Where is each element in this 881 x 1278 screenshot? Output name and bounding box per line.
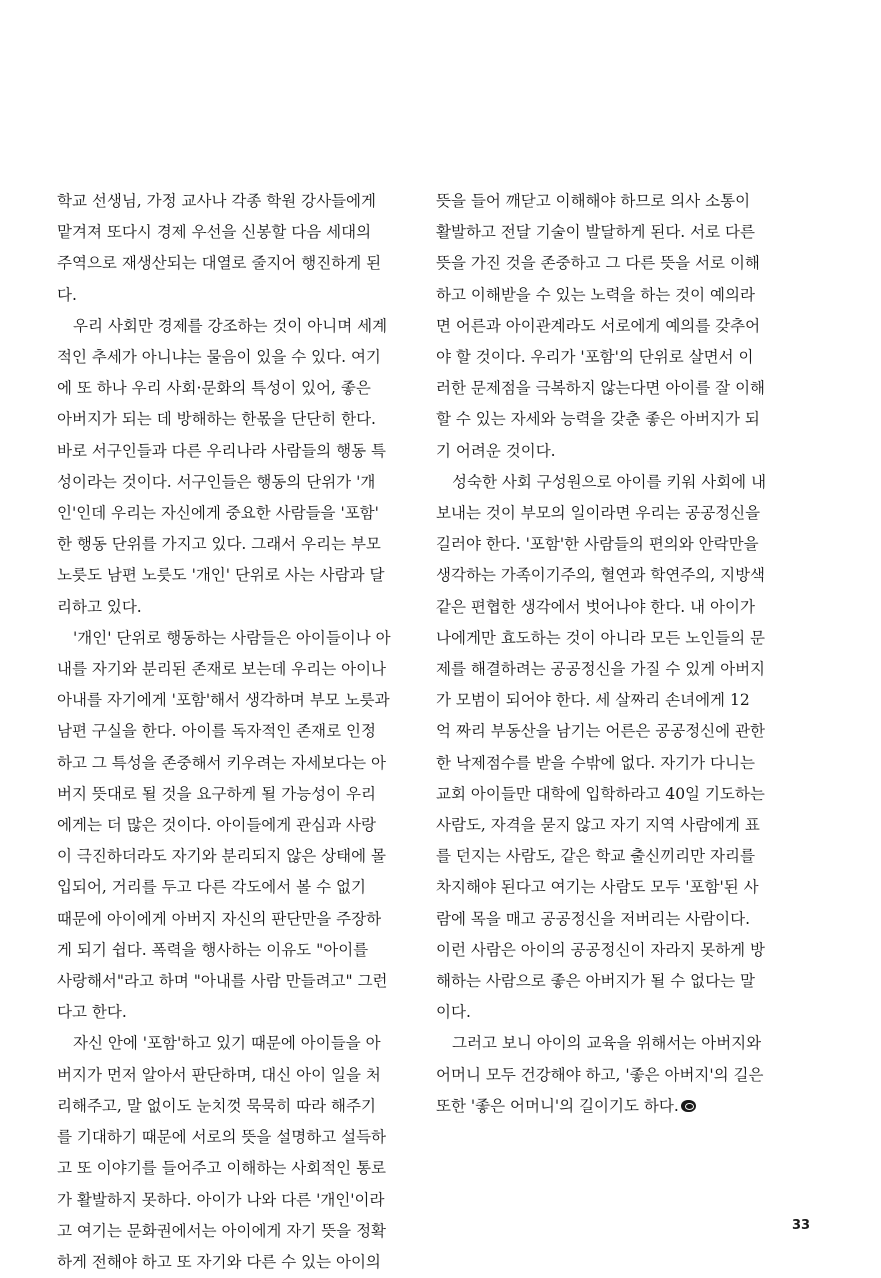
text-line: 내를 자기와 분리된 존재로 보는데 우리는 아이나 bbox=[57, 660, 387, 679]
text-line: 를 던지는 사람도, 같은 학교 출신끼리만 자리를 bbox=[436, 847, 755, 866]
text-line: 다고 한다. bbox=[57, 1003, 127, 1022]
article-end-icon bbox=[681, 1100, 696, 1112]
paragraph bbox=[57, 311, 415, 623]
page-number: 33 bbox=[792, 1218, 811, 1233]
text-line: 하게 전해야 하고 또 자기와 다른 수 있는 아이의 bbox=[57, 1252, 381, 1271]
text-line: 할 수 있는 자세와 능력을 갖춘 좋은 아버지가 되 bbox=[436, 410, 760, 429]
paragraph bbox=[436, 186, 794, 467]
paragraph bbox=[436, 467, 794, 1029]
final-line-text: 또한 '좋은 어머니'의 길이기도 하다. bbox=[436, 1096, 679, 1115]
text-line: 어머니 모두 건강해야 하고, '좋은 아버지'의 길은 bbox=[436, 1065, 764, 1084]
text-line: 야 할 것이다. 우리가 '포함'의 단위로 살면서 이 bbox=[436, 348, 754, 367]
paragraph bbox=[57, 623, 415, 1029]
paragraph bbox=[57, 186, 415, 311]
text-line: 를 기대하기 때문에 서로의 뜻을 설명하고 설득하 bbox=[57, 1128, 387, 1147]
text-line: 리하고 있다. bbox=[57, 597, 142, 616]
text-line: 가 활발하지 못하다. 아이가 나와 다른 '개인'이라 bbox=[57, 1190, 385, 1209]
text-line: 제를 해결하려는 공공정신을 가질 수 있게 아버지 bbox=[436, 660, 766, 679]
text-line: 입되어, 거리를 두고 다른 각도에서 볼 수 없기 bbox=[57, 878, 366, 897]
text-line: 맡겨져 또다시 경제 우선을 신봉할 다음 세대의 bbox=[57, 223, 372, 242]
text-line: 그러고 보니 아이의 교육을 위해서는 아버지와 bbox=[452, 1034, 762, 1053]
text-line: 길러야 한다. '포함'한 사람들의 편의와 안락만을 bbox=[436, 535, 759, 554]
text-line: 나에게만 효도하는 것이 아니라 모든 노인들의 문 bbox=[436, 628, 766, 647]
paragraph bbox=[436, 1028, 794, 1122]
text-line: 차지해야 된다고 여기는 사람도 모두 '포함'된 사 bbox=[436, 878, 759, 897]
text-line: 생각하는 가족이기주의, 혈연과 학연주의, 지방색 bbox=[436, 566, 766, 585]
text-line: 람에 목을 매고 공공정신을 저버리는 사람이다. bbox=[436, 909, 751, 928]
text-line: 활발하고 전달 기술이 발달하게 된다. 서로 다른 bbox=[436, 223, 755, 242]
text-line: 기 어려운 것이다. bbox=[436, 441, 556, 460]
text-line: 보내는 것이 부모의 일이라면 우리는 공공정신을 bbox=[436, 504, 761, 523]
text-line: 교회 아이들만 대학에 입학하라고 40일 기도하는 bbox=[436, 784, 765, 803]
text-line: 같은 편협한 생각에서 벗어나야 한다. 내 아이가 bbox=[436, 597, 755, 616]
text-line: '개인' 단위로 행동하는 사람들은 아이들이나 아 bbox=[73, 628, 391, 647]
text-line: 아버지가 되는 데 방해하는 한몫을 단단히 한다. bbox=[57, 410, 376, 429]
text-line: 인'인데 우리는 자신에게 중요한 사람들을 '포함' bbox=[57, 504, 379, 523]
text-line: 학교 선생님, 가정 교사나 각종 학원 강사들에게 bbox=[57, 192, 376, 210]
text-line: 한 행동 단위를 가지고 있다. 그래서 우리는 부모 bbox=[57, 535, 381, 554]
text-line: 뜻을 들어 깨닫고 이해해야 하므로 의사 소통이 bbox=[436, 192, 751, 210]
text-line: 가 모범이 되어야 한다. 세 살짜리 손녀에게 12 bbox=[436, 691, 750, 710]
text-line: 이다. bbox=[436, 1003, 471, 1022]
text-line: 자신 안에 '포함'하고 있기 때문에 아이들을 아 bbox=[73, 1034, 381, 1053]
text-line: 이 극진하더라도 자기와 분리되지 않은 상태에 몰 bbox=[57, 847, 387, 866]
text-line: 이런 사람은 아이의 공공정신이 자라지 못하게 방 bbox=[436, 940, 766, 959]
text-line: 주역으로 재생산되는 대열로 줄지어 행진하게 된 bbox=[57, 254, 382, 273]
text-line: 에 또 하나 우리 사회·문화의 특성이 있어, 좋은 bbox=[57, 379, 371, 398]
text-line: 우리 사회만 경제를 강조하는 것이 아니며 세계 bbox=[73, 316, 388, 335]
text-line: 리해주고, 말 없이도 눈치껏 묵묵히 따라 해주기 bbox=[57, 1096, 376, 1115]
final-line bbox=[436, 1091, 794, 1122]
text-line: 다. bbox=[57, 285, 77, 304]
text-line: 때문에 아이에게 아버지 자신의 판단만을 주장하 bbox=[57, 909, 382, 928]
text-line: 억 짜리 부동산을 남기는 어른은 공공정신에 관한 bbox=[436, 722, 766, 741]
text-line: 하고 이해받을 수 있는 노력을 하는 것이 예의라 bbox=[436, 285, 755, 304]
text-line: 하고 그 특성을 존중해서 키우려는 자세보다는 아 bbox=[57, 753, 387, 772]
text-line: 적인 추세가 아니냐는 물음이 있을 수 있다. 여기 bbox=[57, 348, 381, 367]
right-column bbox=[436, 186, 794, 1122]
text-line: 게 되기 쉽다. 폭력을 행사하는 이유도 "아이를 bbox=[57, 940, 369, 959]
text-line: 사랑해서"라고 하며 "아내를 사람 만들려고" 그런 bbox=[57, 972, 388, 991]
text-line: 러한 문제점을 극복하지 않는다면 아이를 잘 이해 bbox=[436, 379, 766, 398]
text-line: 아내를 자기에게 '포함'해서 생각하며 부모 노릇과 bbox=[57, 691, 390, 710]
left-column bbox=[57, 186, 415, 1278]
text-line: 바로 서구인들과 다른 우리나라 사람들의 행동 특 bbox=[57, 441, 387, 460]
text-line: 면 어른과 아이관계라도 서로에게 예의를 갖추어 bbox=[436, 316, 761, 335]
text-line: 한 낙제점수를 받을 수밖에 없다. 자기가 다니는 bbox=[436, 753, 755, 772]
text-line: 뜻을 가진 것을 존중하고 그 다른 뜻을 서로 이해 bbox=[436, 254, 760, 273]
text-line: 성이라는 것이다. 서구인들은 행동의 단위가 '개 bbox=[57, 472, 376, 491]
text-line: 성숙한 사회 구성원으로 아이를 키워 사회에 내 bbox=[452, 472, 767, 491]
text-line: 버지 뜻대로 될 것을 요구하게 될 가능성이 우리 bbox=[57, 784, 376, 803]
text-line: 남편 구실을 한다. 아이를 독자적인 존재로 인정 bbox=[57, 722, 376, 741]
text-line: 고 또 이야기를 들어주고 이해하는 사회적인 통로 bbox=[57, 1159, 387, 1178]
text-line: 사람도, 자격을 묻지 않고 자기 지역 사람에게 표 bbox=[436, 816, 760, 835]
text-line: 고 여기는 문화권에서는 아이에게 자기 뜻을 정확 bbox=[57, 1221, 387, 1240]
text-line: 에게는 더 많은 것이다. 아이들에게 관심과 사랑 bbox=[57, 816, 376, 835]
text-line: 버지가 먼저 알아서 판단하며, 대신 아이 일을 처 bbox=[57, 1065, 381, 1084]
text-line: 노릇도 남편 노릇도 '개인' 단위로 사는 사람과 달 bbox=[57, 566, 385, 585]
text-line: 해하는 사람으로 좋은 아버지가 될 수 없다는 말 bbox=[436, 972, 755, 991]
